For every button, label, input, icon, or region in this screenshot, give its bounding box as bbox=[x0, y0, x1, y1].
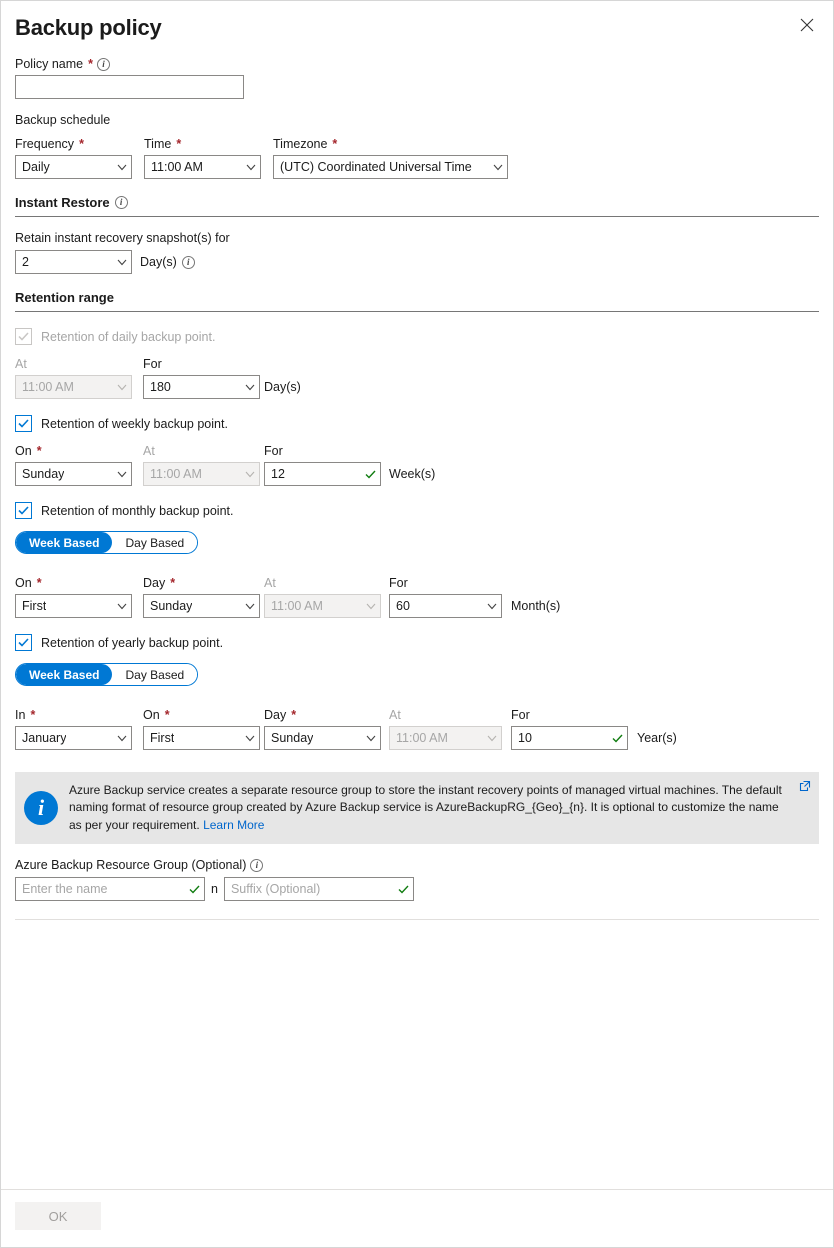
weekly-retention-label: Retention of weekly backup point. bbox=[41, 416, 228, 431]
policy-name-label bbox=[15, 57, 819, 71]
chevron-down-icon bbox=[117, 164, 127, 171]
instant-restore-title bbox=[15, 195, 819, 210]
yearly-at-select bbox=[389, 726, 502, 750]
weekly-for-value: 12 bbox=[271, 467, 285, 481]
yearly-on-label-text: On bbox=[143, 708, 160, 722]
yearly-for-select[interactable] bbox=[511, 726, 628, 750]
chevron-down-icon bbox=[245, 384, 255, 391]
monthly-for-value: 60 bbox=[396, 599, 410, 613]
daily-at-label: At bbox=[15, 357, 27, 371]
weekly-for-field bbox=[264, 444, 389, 486]
weekly-retention-fields bbox=[15, 444, 819, 486]
time-select[interactable] bbox=[144, 155, 261, 179]
daily-for-select[interactable] bbox=[143, 375, 260, 399]
instant-restore-title-text: Instant Restore bbox=[15, 195, 110, 210]
resource-group-label-text: Azure Backup Resource Group (Optional) bbox=[15, 858, 247, 873]
yearly-in-label bbox=[15, 708, 143, 722]
monthly-unit bbox=[511, 576, 560, 618]
divider bbox=[15, 919, 819, 920]
monthly-on-value: First bbox=[22, 599, 47, 613]
resource-group-suffix-input[interactable] bbox=[224, 877, 414, 901]
learn-more-link[interactable]: Learn More bbox=[203, 817, 265, 832]
yearly-day-label-text: Day bbox=[264, 708, 287, 722]
weekly-on-select[interactable] bbox=[15, 462, 132, 486]
weekly-on-field bbox=[15, 444, 143, 486]
yearly-for-field bbox=[511, 708, 637, 750]
weekly-for-select[interactable] bbox=[264, 462, 381, 486]
timezone-label bbox=[273, 137, 508, 151]
info-banner-icon-box bbox=[15, 772, 67, 844]
chevron-down-icon bbox=[117, 735, 127, 742]
valid-check-icon bbox=[398, 885, 409, 894]
info-icon[interactable]: i bbox=[97, 58, 110, 71]
instant-restore-days-unit bbox=[140, 255, 195, 269]
close-icon[interactable] bbox=[793, 11, 821, 39]
yearly-in-field bbox=[15, 708, 143, 750]
daily-for-value: 180 bbox=[150, 380, 171, 394]
daily-at-field bbox=[15, 357, 143, 399]
yearly-for-value: 10 bbox=[518, 731, 532, 745]
chevron-down-icon bbox=[245, 603, 255, 610]
time-label-text: Time bbox=[144, 137, 172, 151]
yearly-basis-toggle[interactable] bbox=[15, 663, 198, 686]
yearly-retention-checkbox[interactable] bbox=[15, 634, 32, 651]
chevron-down-icon bbox=[366, 603, 376, 610]
monthly-day-label bbox=[143, 576, 264, 590]
weekly-unit bbox=[389, 444, 435, 486]
daily-at-value: 11:00 AM bbox=[22, 380, 74, 394]
time-value: 11:00 AM bbox=[151, 160, 203, 174]
retention-range-title bbox=[15, 290, 819, 305]
daily-retention-checkbox bbox=[15, 328, 32, 345]
monthly-for-select[interactable] bbox=[389, 594, 502, 618]
monthly-at-field bbox=[264, 576, 389, 618]
monthly-on-field bbox=[15, 576, 143, 618]
panel-footer bbox=[1, 1189, 833, 1247]
timezone-label-text: Timezone bbox=[273, 137, 328, 151]
required-marker: * bbox=[332, 137, 338, 151]
monthly-on-label-text: On bbox=[15, 576, 32, 590]
monthly-retention-fields bbox=[15, 576, 819, 618]
weekly-retention-checkbox[interactable] bbox=[15, 415, 32, 432]
weekly-retention-checkbox-row[interactable] bbox=[15, 415, 819, 432]
resource-group-separator: n bbox=[211, 882, 218, 897]
chevron-down-icon bbox=[117, 603, 127, 610]
resource-group-name-placeholder: Enter the name bbox=[22, 882, 108, 897]
required-marker: * bbox=[36, 444, 42, 458]
instant-restore-retain-row bbox=[15, 250, 819, 274]
monthly-retention-checkbox-row[interactable] bbox=[15, 502, 819, 519]
info-icon[interactable]: i bbox=[182, 256, 195, 269]
frequency-select[interactable] bbox=[15, 155, 132, 179]
chevron-down-icon bbox=[493, 164, 503, 171]
weekly-on-value: Sunday bbox=[22, 467, 65, 481]
yearly-retention-fields bbox=[15, 708, 819, 750]
yearly-in-value: January bbox=[22, 731, 67, 745]
policy-name-field bbox=[15, 57, 819, 99]
yearly-on-value: First bbox=[150, 731, 175, 745]
resource-group-label bbox=[15, 858, 819, 872]
chevron-down-icon bbox=[487, 603, 497, 610]
resource-group-suffix-placeholder: Suffix (Optional) bbox=[230, 882, 321, 897]
weekly-at-select bbox=[143, 462, 260, 486]
chevron-down-icon bbox=[487, 735, 497, 742]
chevron-down-icon bbox=[245, 735, 255, 742]
frequency-field bbox=[15, 137, 132, 179]
backup-schedule-row bbox=[15, 137, 819, 179]
info-banner-text: Azure Backup service creates a separate resource group to store the instant recovery points of managed virtual machines. The default naming format of resource group created by Azure Backup service is AzureBackupRG_{Geo}_{n}. It is optional to customize the name as per your requirement. bbox=[69, 783, 782, 832]
monthly-at-label: At bbox=[264, 576, 276, 590]
monthly-retention-label: Retention of monthly backup point. bbox=[41, 503, 234, 518]
yearly-in-select[interactable] bbox=[15, 726, 132, 750]
yearly-at-value: 11:00 AM bbox=[396, 731, 448, 745]
policy-name-label-text: Policy name bbox=[15, 57, 84, 71]
yearly-day-based-option[interactable]: Day Based bbox=[112, 664, 197, 685]
daily-retention-checkbox-row[interactable] bbox=[15, 328, 819, 345]
yearly-day-label bbox=[264, 708, 389, 722]
time-label bbox=[144, 137, 261, 151]
instant-restore-days-value: 2 bbox=[22, 255, 29, 269]
chevron-down-icon bbox=[117, 471, 127, 478]
yearly-on-select[interactable] bbox=[143, 726, 260, 750]
yearly-at-label: At bbox=[389, 708, 401, 722]
panel-header bbox=[1, 1, 833, 47]
yearly-at-field bbox=[389, 708, 511, 750]
divider bbox=[15, 311, 819, 312]
page-title: Backup policy bbox=[15, 15, 162, 40]
chevron-down-icon bbox=[245, 471, 255, 478]
divider bbox=[15, 216, 819, 217]
monthly-for-field bbox=[389, 576, 511, 618]
resource-group-row bbox=[15, 877, 819, 901]
monthly-for-label: For bbox=[389, 576, 408, 590]
yearly-week-based-option[interactable]: Week Based bbox=[16, 664, 112, 685]
yearly-on-label bbox=[143, 708, 264, 722]
valid-check-icon bbox=[189, 885, 200, 894]
yearly-for-label: For bbox=[511, 708, 530, 722]
required-marker: * bbox=[88, 57, 93, 71]
monthly-retention-checkbox[interactable] bbox=[15, 502, 32, 519]
instant-restore-retain-label: Retain instant recovery snapshot(s) for bbox=[15, 231, 230, 245]
yearly-day-value: Sunday bbox=[271, 731, 314, 745]
info-banner-text-box bbox=[67, 772, 819, 844]
chevron-down-icon bbox=[246, 164, 256, 171]
retention-range-title-text: Retention range bbox=[15, 290, 114, 305]
daily-for-label: For bbox=[143, 357, 162, 371]
required-marker: * bbox=[291, 708, 297, 722]
valid-check-icon bbox=[612, 734, 623, 743]
info-icon[interactable]: i bbox=[115, 196, 128, 209]
timezone-field bbox=[273, 137, 508, 179]
daily-for-field bbox=[143, 357, 264, 399]
yearly-day-select[interactable] bbox=[264, 726, 381, 750]
valid-check-icon bbox=[365, 470, 376, 479]
info-icon: i bbox=[24, 791, 58, 825]
monthly-week-based-option[interactable]: Week Based bbox=[16, 532, 112, 553]
weekly-unit-text: Week(s) bbox=[389, 467, 436, 481]
chevron-down-icon bbox=[117, 259, 127, 266]
weekly-at-field bbox=[143, 444, 264, 486]
required-marker: * bbox=[170, 576, 176, 590]
required-marker: * bbox=[176, 137, 182, 151]
external-link-icon[interactable] bbox=[799, 780, 811, 792]
monthly-day-select[interactable] bbox=[143, 594, 260, 618]
timezone-select[interactable] bbox=[273, 155, 508, 179]
instant-restore-days-select[interactable] bbox=[15, 250, 132, 274]
frequency-value: Daily bbox=[22, 160, 50, 174]
monthly-day-based-option[interactable]: Day Based bbox=[112, 532, 197, 553]
timezone-value: (UTC) Coordinated Universal Time bbox=[280, 160, 472, 174]
yearly-retention-label: Retention of yearly backup point. bbox=[41, 635, 224, 650]
chevron-down-icon bbox=[117, 384, 127, 391]
frequency-label bbox=[15, 137, 132, 151]
yearly-on-field bbox=[143, 708, 264, 750]
monthly-at-value: 11:00 AM bbox=[271, 599, 323, 613]
required-marker: * bbox=[30, 708, 36, 722]
time-field bbox=[144, 137, 261, 179]
daily-retention-fields bbox=[15, 357, 819, 399]
required-marker: * bbox=[36, 576, 42, 590]
monthly-unit-text: Month(s) bbox=[511, 599, 561, 613]
weekly-for-label: For bbox=[264, 444, 283, 458]
monthly-on-label bbox=[15, 576, 143, 590]
monthly-basis-toggle[interactable] bbox=[15, 531, 198, 554]
ok-button[interactable]: OK bbox=[15, 1202, 101, 1230]
yearly-in-label-text: In bbox=[15, 708, 26, 722]
daily-retention-label: Retention of daily backup point. bbox=[41, 329, 216, 344]
daily-at-select bbox=[15, 375, 132, 399]
yearly-unit-text: Year(s) bbox=[637, 731, 677, 745]
weekly-at-value: 11:00 AM bbox=[150, 467, 202, 481]
weekly-on-label-text: On bbox=[15, 444, 32, 458]
chevron-down-icon bbox=[366, 735, 376, 742]
instant-restore-days-unit-text: Day(s) bbox=[140, 255, 177, 269]
weekly-on-label bbox=[15, 444, 143, 458]
policy-name-input[interactable] bbox=[15, 75, 244, 99]
monthly-day-value: Sunday bbox=[150, 599, 193, 613]
monthly-at-select bbox=[264, 594, 381, 618]
backup-schedule-label: Backup schedule bbox=[15, 113, 111, 127]
weekly-at-label: At bbox=[143, 444, 155, 458]
panel-content bbox=[1, 47, 833, 1189]
frequency-label-text: Frequency bbox=[15, 137, 75, 151]
resource-group-name-input[interactable] bbox=[15, 877, 205, 901]
required-marker: * bbox=[79, 137, 84, 151]
monthly-day-label-text: Day bbox=[143, 576, 166, 590]
daily-unit-text: Day(s) bbox=[264, 380, 301, 394]
daily-unit bbox=[264, 357, 301, 399]
monthly-day-field bbox=[143, 576, 264, 618]
backup-policy-panel bbox=[1, 1, 833, 1247]
info-banner bbox=[15, 772, 819, 844]
info-icon[interactable]: i bbox=[250, 859, 263, 872]
yearly-unit bbox=[637, 708, 677, 750]
yearly-day-field bbox=[264, 708, 389, 750]
required-marker: * bbox=[164, 708, 170, 722]
monthly-on-select[interactable] bbox=[15, 594, 132, 618]
yearly-retention-checkbox-row[interactable] bbox=[15, 634, 819, 651]
